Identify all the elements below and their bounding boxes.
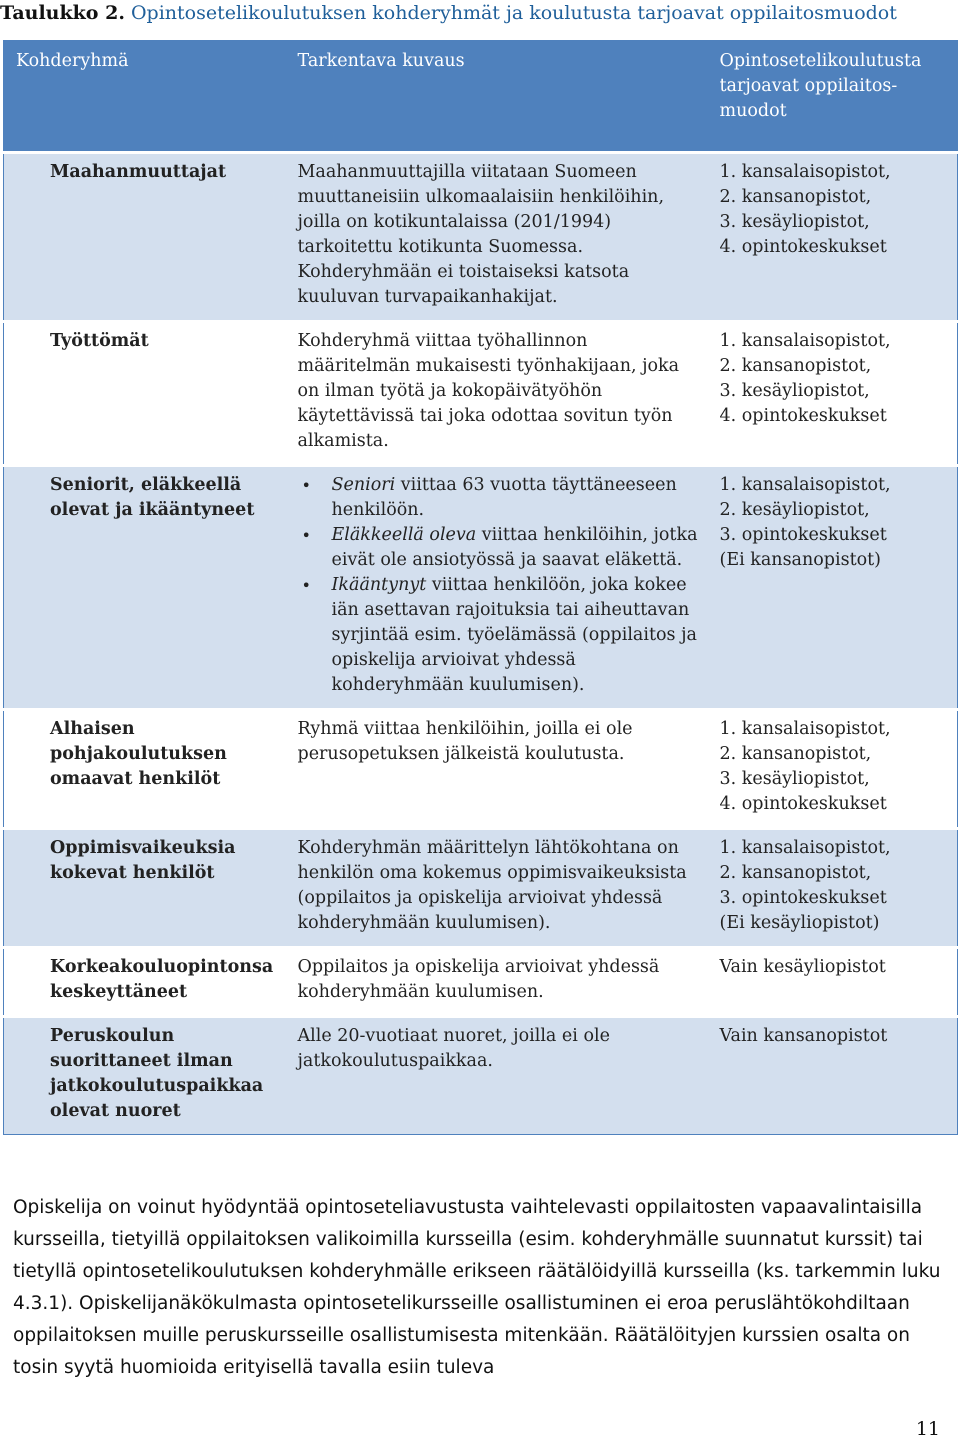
table-caption (0, 0, 960, 26)
description-cell (286, 829, 708, 948)
table-row (4, 948, 958, 1017)
header-target-group: Kohderyhmä (4, 41, 286, 153)
description-cell (286, 153, 708, 322)
table-row (4, 1017, 958, 1135)
target-group-cell (4, 153, 286, 322)
defined-term: Ikääntynyt (331, 575, 427, 595)
institution-item: 4. opintokeskukset (719, 406, 887, 426)
defined-term: Seniori (331, 475, 396, 495)
caption-label: Taulukko 2. (0, 2, 125, 24)
row-number (16, 160, 50, 185)
institution-item: 2. kansanopistot, (719, 863, 872, 883)
table-row (4, 829, 958, 948)
table-header-row (4, 41, 958, 153)
body-paragraph: Opiskelija on voinut hyödyntää opintoseteliavustusta vaihtelevasti oppilaitosten vapaavalintaisilla kursseilla, tietyillä oppilaitoksen valikoimilla kursseilla (esim. kohderyhmälle suunnatut kurssit) tai tietyllä opintosetelikoulutuksen kohderyhmälle erikseen räätälöidyillä kursseilla (ks. tarkemmin luku 4.3.1). Opiskelijanäkökulmasta opintosetelikursseille osallistuminen ei eroa peruslähtökohdiltaan oppilaitoksen muille peruskursseille osallistumisesta mitenkään. Räätälöityjen kurssien osalta on tosin syytä huomioida erityisellä tavalla esiin tuleva (13, 1197, 941, 1378)
table-row (4, 710, 958, 829)
table-row (4, 466, 958, 710)
institutions-cell (708, 1017, 958, 1135)
target-group-cell (4, 948, 286, 1017)
header-institutions: Opintosetelikoulutusta tarjoavat oppilaitos-muodot (708, 41, 958, 153)
institutions-cell (708, 153, 958, 322)
target-group-name: Maahanmuuttajat (50, 162, 227, 182)
row-number (16, 473, 50, 498)
description-text: Kohderyhmä viittaa työhallinnon määritelmän mukaisesti työnhakijaan, joka on ilman työtä ja kokopäivätyöhön käytettävissä tai joka odottaa sovitun työn alkamista. (297, 331, 680, 451)
row-number (16, 1024, 50, 1049)
institution-item: 2. kansanopistot, (719, 744, 872, 764)
institution-item: 4. opintokeskukset (719, 794, 887, 814)
target-group-name: Oppimisvaikeuksia kokevat henkilöt (50, 838, 236, 883)
header-description: Tarkentava kuvaus (286, 41, 708, 153)
target-group-name: Korkeakouluopintonsa keskeyttäneet (50, 957, 274, 1002)
institution-item: 3. kesäyliopistot, (719, 769, 870, 789)
institution-item: (Ei kansanopistot) (719, 550, 881, 570)
definition-text: viittaa 63 vuotta täyttäneeseen henkilöön. (331, 475, 677, 520)
target-group-name: Työttömät (50, 331, 149, 351)
definition-item (332, 473, 698, 523)
target-group-cell (4, 710, 286, 829)
institution-item: 3. kesäyliopistot, (719, 212, 870, 232)
institutions-cell (708, 948, 958, 1017)
institution-item: 2. kesäyliopistot, (719, 500, 870, 520)
target-group-cell (4, 1017, 286, 1135)
row-number (16, 836, 50, 861)
description-cell (286, 710, 708, 829)
target-group-cell (4, 829, 286, 948)
institutions-cell (708, 829, 958, 948)
row-number (16, 955, 50, 980)
institutions-cell (708, 710, 958, 829)
target-group-name: Peruskoulun suorittaneet ilman jatkokoulutuspaikkaa olevat nuoret (50, 1026, 264, 1121)
description-cell (286, 1017, 708, 1135)
target-group-cell (4, 466, 286, 710)
institution-item: Vain kansanopistot (719, 1026, 888, 1046)
institution-item: 3. opintokeskukset (719, 525, 887, 545)
institution-item: 3. opintokeskukset (719, 888, 887, 908)
definition-text: viittaa henkilöön, joka kokee iän asettavan rajoituksia tai aiheuttavan syrjintää esim. työelämässä (oppilaitos ja opiskelija arvioivat yhdessä kohderyhmään kuulumisen). (331, 575, 697, 695)
institutions-cell (708, 322, 958, 466)
description-text: Ryhmä viittaa henkilöihin, joilla ei ole perusopetuksen jälkeistä koulutusta. (297, 719, 633, 764)
description-cell (286, 466, 708, 710)
page-number: 11 (915, 1418, 940, 1440)
institution-item: 4. opintokeskukset (719, 237, 887, 257)
table-row (4, 322, 958, 466)
institution-item: Vain kesäyliopistot (719, 957, 886, 977)
description-text: Maahanmuuttajilla viitataan Suomeen muuttaneisiin ulkomaalaisiin henkilöihin, joilla on kotikuntalaissa (201/1994) tarkoitettu kotikunta Suomessa. Kohderyhmään ei toistaiseksi katsota kuuluvan turvapaikanhakijat. (297, 162, 665, 307)
institution-item: (Ei kesäyliopistot) (719, 913, 880, 933)
table-row (4, 153, 958, 322)
institution-item: 1. kansalaisopistot, (719, 838, 891, 858)
institution-item: 2. kansanopistot, (719, 187, 872, 207)
table-body (4, 153, 958, 1135)
target-groups-table (3, 40, 958, 1135)
institutions-cell (708, 466, 958, 710)
target-group-name: Seniorit, eläkkeellä olevat ja ikääntyneet (50, 475, 255, 520)
target-group-cell (4, 322, 286, 466)
institution-item: 3. kesäyliopistot, (719, 381, 870, 401)
target-group-name: Alhaisen pohjakoulutuksen omaavat henkilöt (50, 719, 227, 789)
institution-item: 2. kansanopistot, (719, 356, 872, 376)
definition-list (298, 473, 698, 698)
description-text: Oppilaitos ja opiskelija arvioivat yhdessä kohderyhmään kuulumisen. (297, 957, 660, 1002)
row-number (16, 329, 50, 354)
definition-text: viittaa henkilöihin, jotka eivät ole ansiotyössä ja saavat eläkettä. (331, 525, 698, 570)
institution-item: 1. kansalaisopistot, (719, 331, 891, 351)
description-text: Kohderyhmän määrittelyn lähtökohtana on henkilön oma kokemus oppimisvaikeuksista (oppilaitos ja opiskelija arvioivat yhdessä kohderyhmään kuulumisen). (297, 838, 687, 933)
description-cell (286, 948, 708, 1017)
definition-item (332, 573, 698, 698)
institution-item: 1. kansalaisopistot, (719, 162, 891, 182)
description-cell (286, 322, 708, 466)
definition-item (332, 523, 698, 573)
caption-text: Opintosetelikoulutuksen kohderyhmät ja koulutusta tarjoavat oppilaitosmuodot (130, 2, 897, 24)
institution-item: 1. kansalaisopistot, (719, 719, 891, 739)
description-text: Alle 20-vuotiaat nuoret, joilla ei ole jatkokoulutuspaikkaa. (297, 1026, 610, 1071)
defined-term: Eläkkeellä oleva (331, 525, 477, 545)
institution-item: 1. kansalaisopistot, (719, 475, 891, 495)
row-number (16, 717, 50, 742)
